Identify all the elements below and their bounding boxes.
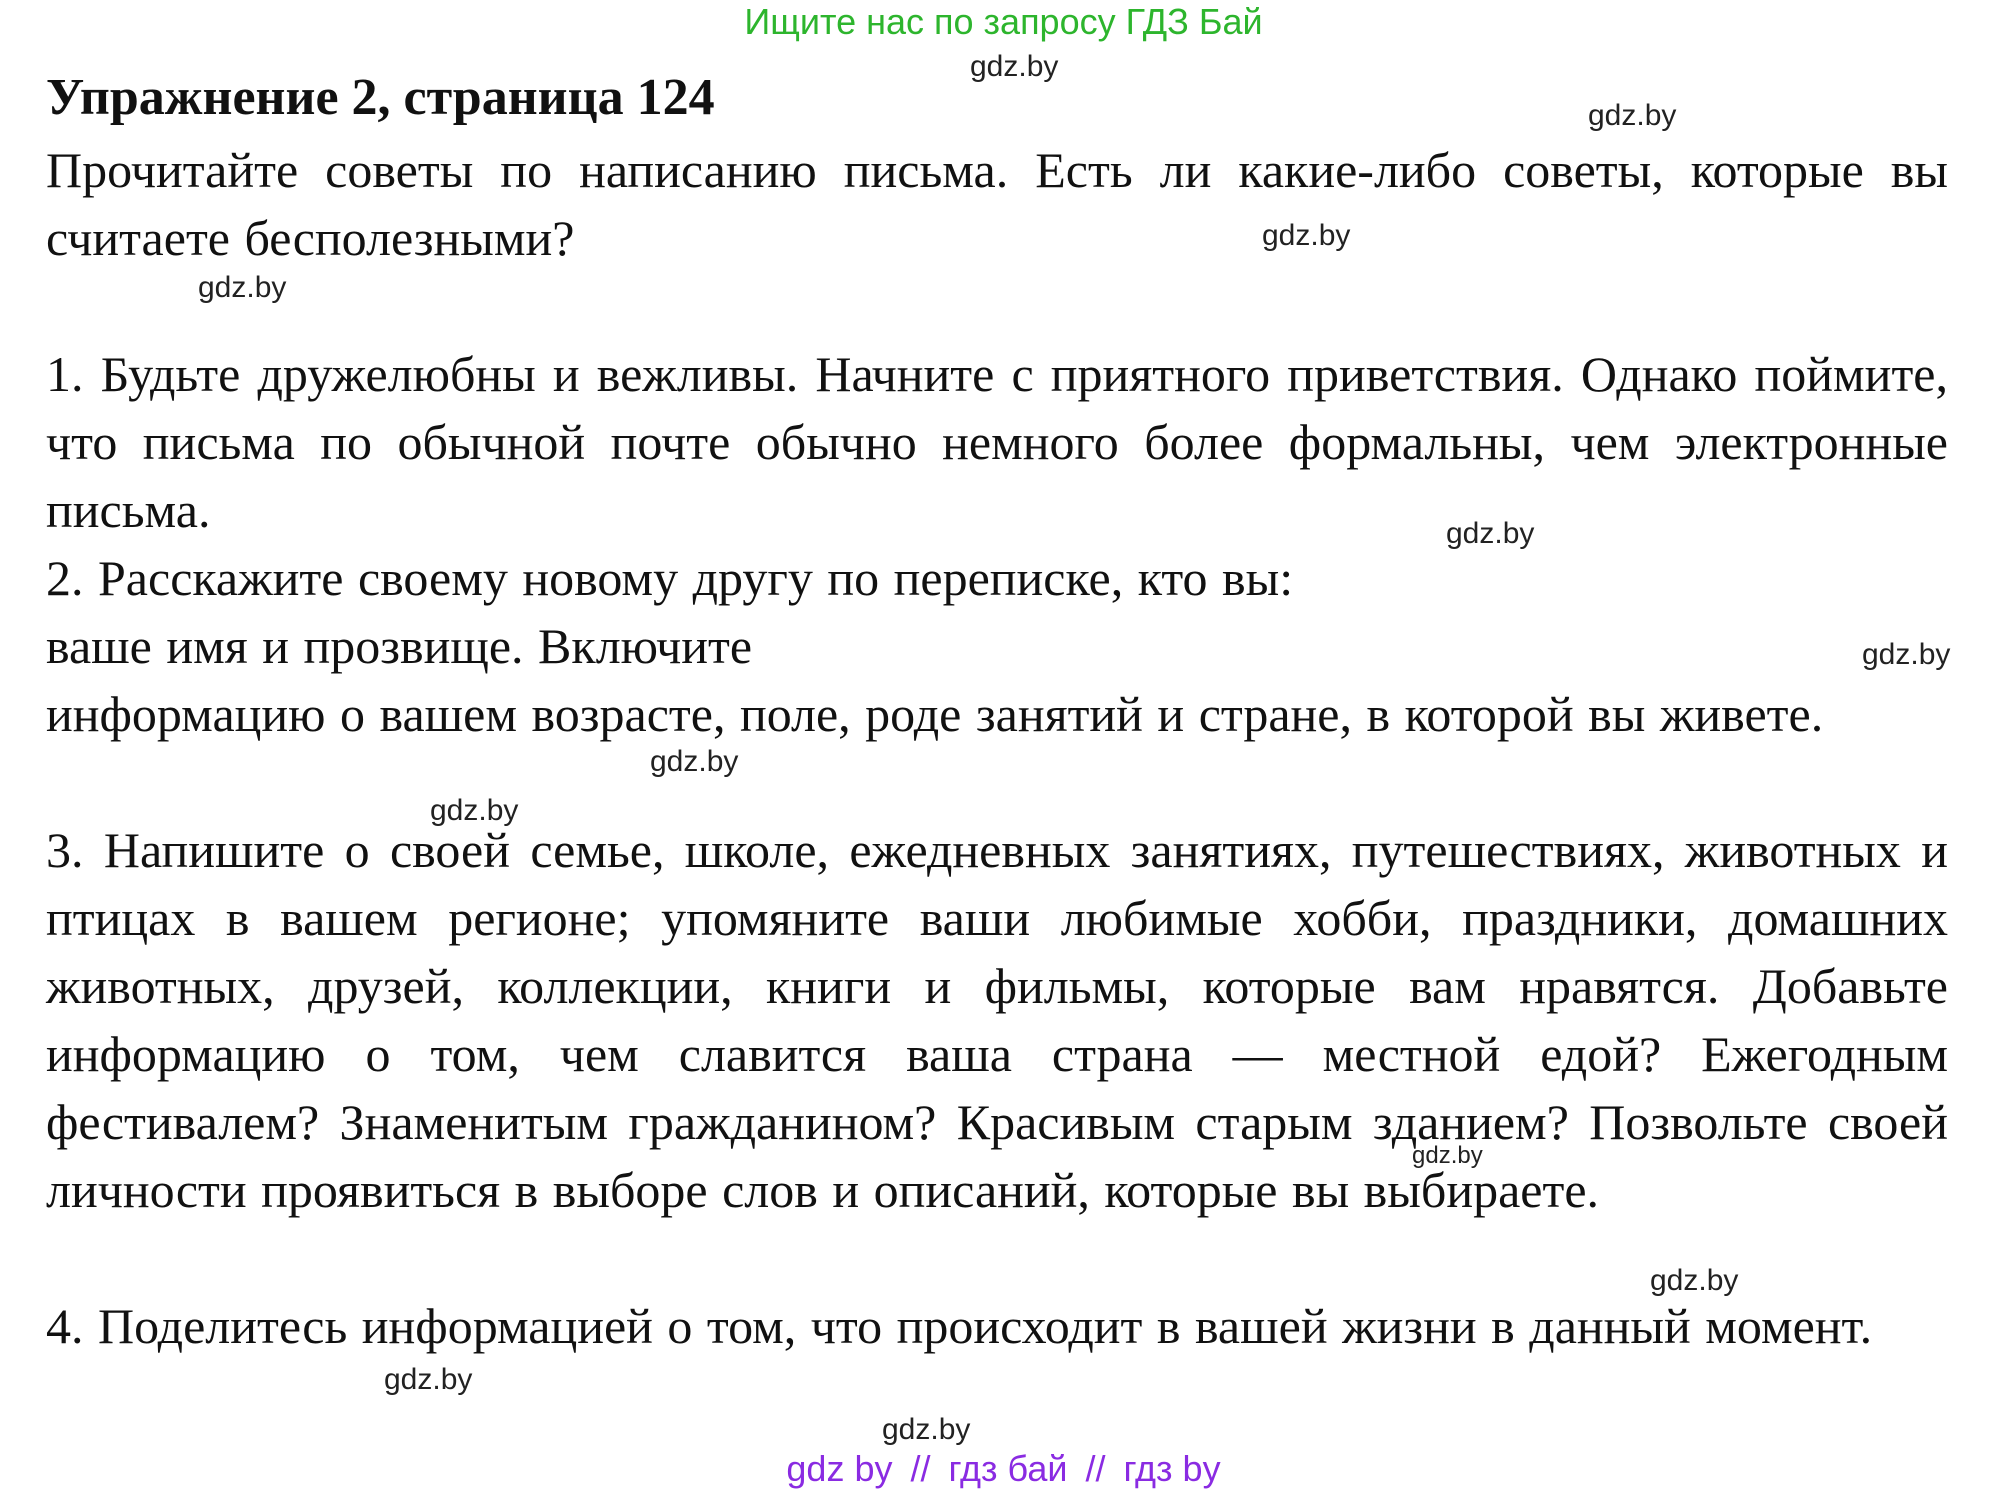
watermark: gdz.by: [1862, 638, 1951, 671]
tip-1: 1. Будьте дружелюбны и вежливы. Начните с приятного приветствия. Однако поймите, что письма по обычной почте обычно немного более формальны, чем электронные письма.: [46, 346, 1948, 538]
watermark: gdz.by: [1588, 99, 1677, 132]
search-hint[interactable]: Ищите нас по запросу ГДЗ Бай: [744, 1, 1263, 42]
watermark: gdz.by: [1412, 1142, 1483, 1169]
watermark: gdz.by: [430, 794, 519, 827]
footer-separator: //: [910, 1448, 931, 1489]
footer-separator: //: [1085, 1448, 1106, 1489]
watermark: gdz.by: [198, 271, 287, 304]
footer-links: [0, 1448, 2007, 1489]
tip-3: 3. Напишите о своей семье, школе, ежедневных занятиях, путешествиях, животных и птицах в вашем регионе; упомяните ваши любимые хобби, праздники, домашних животных, друзей, коллекции, книги и фильмы, которые вам нравятся. Добавьте информацию о том, чем славится ваша страна — местной едой? Ежегодным фестивалем? Знаменитым гражданином? Красивым старым зданием? Позвольте своей личности проявиться в выборе слов и описаний, которые вы выбираете.: [46, 822, 1948, 1218]
footer-link-gdz-by[interactable]: gdz by: [786, 1448, 893, 1489]
tip-4: 4. Поделитесь информацией о том, что происходит в вашей жизни в данный момент.: [46, 1298, 1873, 1354]
watermark: gdz.by: [1650, 1264, 1739, 1297]
footer-link-gdz-by-cyr[interactable]: гдз by: [1123, 1448, 1221, 1489]
tip-2-line-3: информацию о вашем возрасте, поле, роде занятий и стране, в которой вы живете.: [46, 686, 1824, 742]
watermark: gdz.by: [1262, 219, 1351, 252]
tip-2-line-2: ваше имя и прозвище. Включите: [46, 618, 753, 674]
task-text: Прочитайте советы по написанию письма. Есть ли какие-либо советы, которые вы считаете бесполезными?: [46, 142, 1948, 266]
watermark: gdz.by: [650, 745, 739, 778]
watermark: gdz.by: [882, 1413, 971, 1446]
tip-2-line-1: 2. Расскажите своему новому другу по переписке, кто вы:: [46, 550, 1294, 606]
exercise-title: Упражнение 2, страница 124: [46, 69, 715, 126]
watermark: gdz.by: [970, 50, 1059, 83]
watermark: gdz.by: [384, 1363, 473, 1396]
footer-link-gdz-bai[interactable]: гдз бай: [948, 1448, 1068, 1489]
watermark: gdz.by: [1446, 517, 1535, 550]
